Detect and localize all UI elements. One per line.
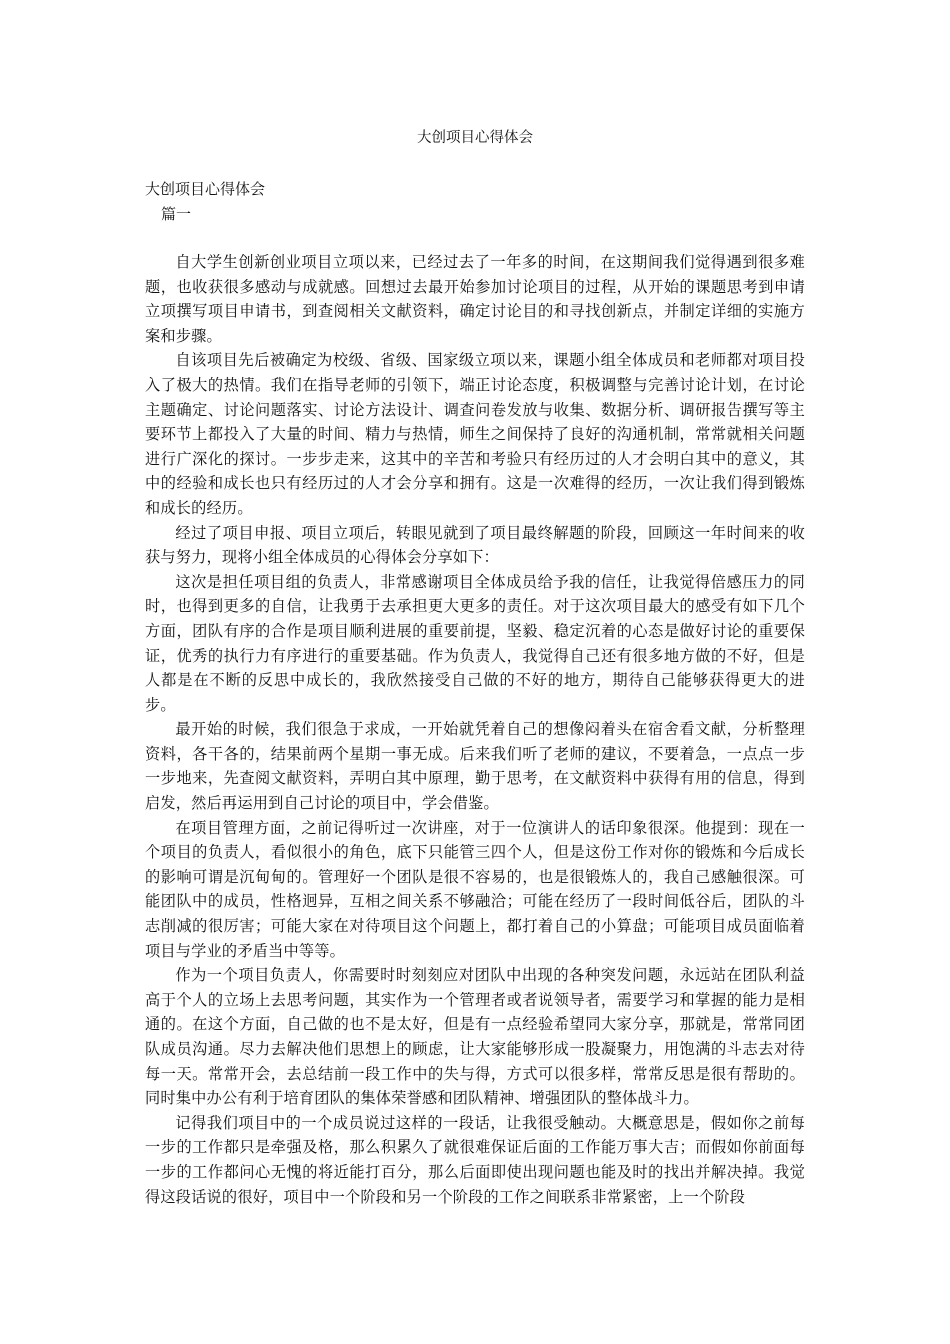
paragraph: 自该项目先后被确定为校级、省级、国家级立项以来，课题小组全体成员和老师都对项目投入了极大的热情。我们在指导老师的引领下，端正讨论态度，积极调整与完善讨论计划，在讨论主题确定、讨论问题落实、讨论方法设计、调查问卷发放与收集、数据分析、调研报告撰写等主要环节上都投入了大量的时间、精力与热情，师生之间保持了良好的沟通机制，常常就相关问题进行广深化的探讨。一步步走来，这其中的辛苦和考验只有经历过的人才会明白其中的意义，其中的经验和成长也只有经历过的人才会分享和拥有。这是一次难得的经历，一次让我们得到锻炼和成长的经历。: [145, 351, 805, 517]
document-body: [145, 250, 805, 1209]
paragraph: 自大学生创新创业项目立项以来，已经过去了一年多的时间，在这期间我们觉得遇到很多难题，也收获很多感动与成就感。回想过去最开始参加讨论项目的过程，从开始的课题思考到申请立项撰写项目申请书，到查阅相关文献资料，确定讨论目的和寻找创新点，并制定详细的实施方案和步骤。: [145, 253, 805, 345]
paragraph: 记得我们项目中的一个成员说过这样的一段话，让我很受触动。大概意思是，假如你之前每一步的工作都只是牵强及格，那么积累久了就很难保证后面的工作能万事大吉；而假如你前面每一步的工作都问心无愧的将近能打百分，那么后面即使出现问题也能及时的找出并解决掉。我觉得这段话说的很好，项目中一个阶段和另一个阶段的工作之间联系非常紧密，上一个阶段: [145, 1113, 805, 1206]
document-title: 大创项目心得体会: [417, 130, 533, 146]
paragraph: 最开始的时候，我们很急于求成，一开始就凭着自己的想像闷着头在宿舍看文献，分析整理资料，各干各的，结果前两个星期一事无成。后来我们听了老师的建议，不要着急，一点点一步一步地来，先查阅文献资料，弄明白其中原理，勤于思考，在文献资料中获得有用的信息，得到启发，然后再运用到自己讨论的项目中，学会借鉴。: [145, 720, 805, 813]
paragraph: 这次是担任项目组的负责人，非常感谢项目全体成员给予我的信任，让我觉得倍感压力的同时，也得到更多的自信，让我勇于去承担更大更多的责任。对于这次项目最大的感受有如下几个方面，团队有序的合作是项目顺利进展的重要前提，坚毅、稳定沉着的心态是做好讨论的重要保证，优秀的执行力有序进行的重要基础。作为负责人，我觉得自己还有很多地方做的不好，但是人都是在不断的反思中成长的，我欣然接受自己做的不好的地方，期待自己能够获得更大的进步。: [145, 572, 805, 714]
document-subtitle: 大创项目心得体会: [145, 180, 266, 198]
section-label: 篇一: [161, 205, 192, 223]
paragraph: 作为一个项目负责人，你需要时时刻刻应对团队中出现的各种突发问题，永远站在团队利益高于个人的立场上去思考问题，其实作为一个管理者或者说领导者，需要学习和掌握的能力是相通的。在这个方面，自己做的也不是太好，但是有一点经验希望同大家分享，那就是，常常同团队成员沟通。尽力去解决他们思想上的顾虑，让大家能够形成一股凝聚力，用饱满的斗志去对待每一天。常常开会，去总结前一段工作中的失与得，方式可以很多样，常常反思是很有帮助的。同时集中办公有利于培育团队的集体荣誉感和团队精神、增强团队的整体战斗力。: [145, 966, 805, 1108]
paragraph: 在项目管理方面，之前记得听过一次讲座，对于一位演讲人的话印象很深。他提到：现在一个项目的负责人，看似很小的角色，底下只能管三四个人，但是这份工作对你的锻炼和今后成长的影响可谓是沉甸甸的。管理好一个团队是很不容易的，也是很锻炼人的，我自己感触很深。可能团队中的成员，性格迥异，互相之间关系不够融洽；可能在经历了一段时间低谷后，团队的斗志削减的很厉害；可能大家在对待项目这个问题上，都打着自己的小算盘；可能项目成员面临着项目与学业的矛盾当中等等。: [145, 818, 805, 960]
paragraph: 经过了项目申报、项目立项后，转眼见就到了项目最终解题的阶段，回顾这一年时间来的收获与努力，现将小组全体成员的心得体会分享如下：: [145, 523, 805, 567]
